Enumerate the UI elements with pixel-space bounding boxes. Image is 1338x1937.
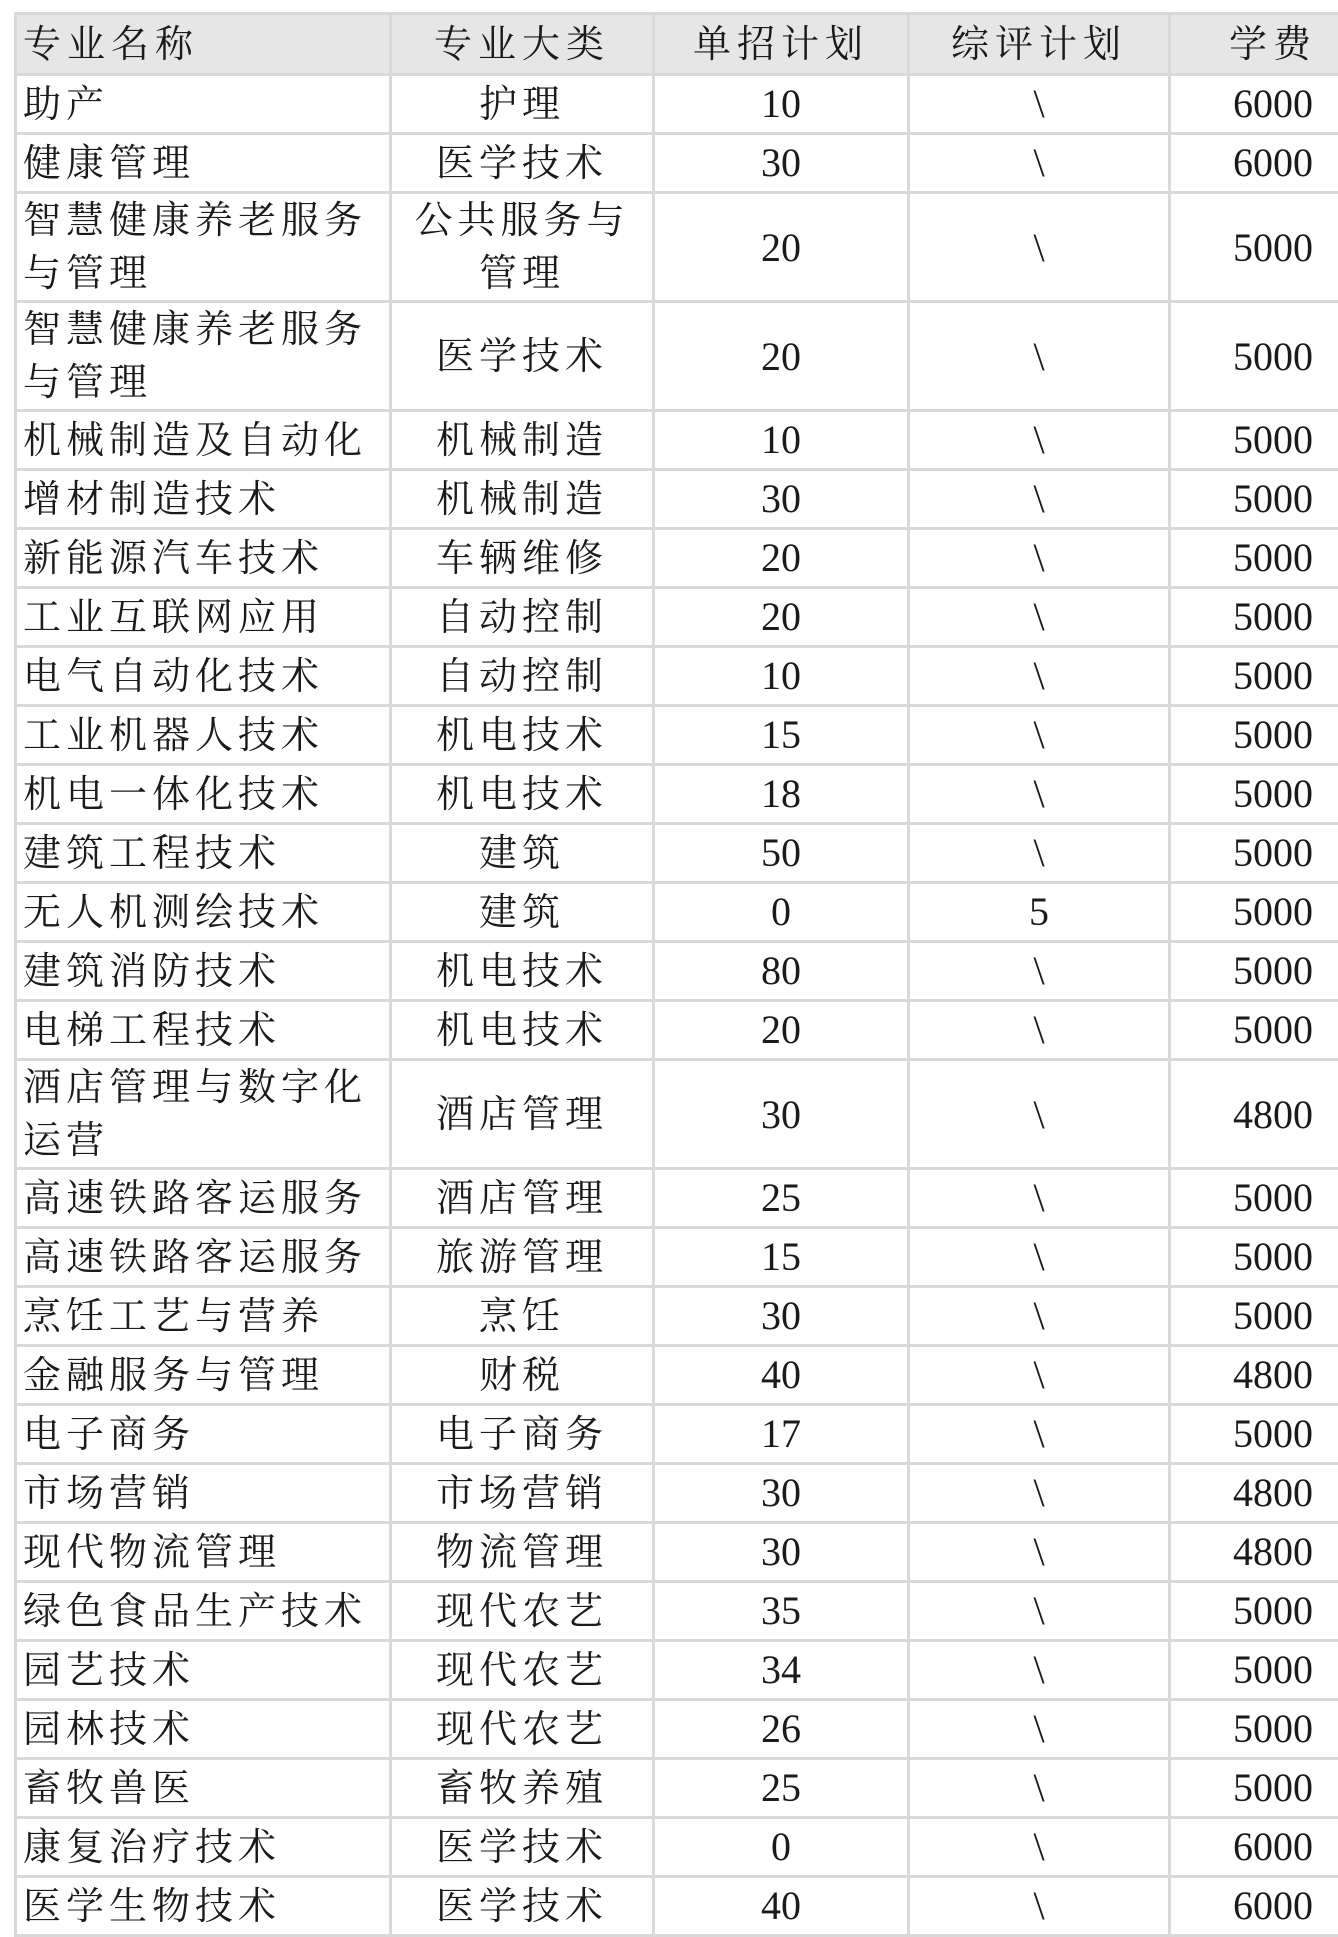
single-enrollment-cell: 30 (654, 1523, 909, 1582)
major-category-cell: 酒店管理 (391, 1169, 654, 1228)
table-row (16, 1060, 1338, 1169)
major-name-cell: 市场营销 (16, 1464, 391, 1523)
comprehensive-plan-cell: \ (909, 588, 1170, 647)
tuition-cell: 4800 (1170, 1346, 1338, 1405)
comprehensive-plan-cell: \ (909, 1700, 1170, 1759)
comprehensive-plan-cell: \ (909, 1523, 1170, 1582)
comprehensive-plan-cell: \ (909, 1287, 1170, 1346)
major-category-cell: 酒店管理 (391, 1060, 654, 1169)
table-row (16, 1228, 1338, 1287)
tuition-cell: 5000 (1170, 942, 1338, 1001)
major-category-cell: 建筑 (391, 824, 654, 883)
single-enrollment-cell: 20 (654, 529, 909, 588)
major-category-cell: 烹饪 (391, 1287, 654, 1346)
tuition-cell: 6000 (1170, 1877, 1338, 1936)
comprehensive-plan-cell: \ (909, 302, 1170, 411)
col-header-major-category: 专业大类 (391, 14, 654, 75)
major-category-cell: 医学技术 (391, 302, 654, 411)
major-name-cell: 智慧健康养老服务与管理 (16, 302, 391, 411)
tuition-cell: 5000 (1170, 470, 1338, 529)
major-category-cell: 现代农艺 (391, 1582, 654, 1641)
table-row (16, 1169, 1338, 1228)
comprehensive-plan-cell: \ (909, 1346, 1170, 1405)
comprehensive-plan-cell: \ (909, 1405, 1170, 1464)
tuition-cell: 5000 (1170, 647, 1338, 706)
tuition-cell: 5000 (1170, 765, 1338, 824)
major-category-cell: 物流管理 (391, 1523, 654, 1582)
comprehensive-plan-cell: \ (909, 470, 1170, 529)
single-enrollment-cell: 10 (654, 75, 909, 134)
single-enrollment-cell: 30 (654, 1060, 909, 1169)
table-row (16, 1001, 1338, 1060)
tuition-cell: 5000 (1170, 1001, 1338, 1060)
table-body (16, 75, 1338, 1936)
single-enrollment-cell: 25 (654, 1169, 909, 1228)
single-enrollment-cell: 30 (654, 470, 909, 529)
comprehensive-plan-cell: \ (909, 1641, 1170, 1700)
comprehensive-plan-cell: \ (909, 942, 1170, 1001)
single-enrollment-cell: 40 (654, 1877, 909, 1936)
major-name-cell: 增材制造技术 (16, 470, 391, 529)
major-category-cell: 畜牧养殖 (391, 1759, 654, 1818)
comprehensive-plan-cell: \ (909, 765, 1170, 824)
table-row (16, 883, 1338, 942)
table-row (16, 1346, 1338, 1405)
major-name-cell: 酒店管理与数字化运营 (16, 1060, 391, 1169)
table-row (16, 1287, 1338, 1346)
tuition-cell: 5000 (1170, 1287, 1338, 1346)
tuition-cell: 5000 (1170, 193, 1338, 302)
table-row (16, 706, 1338, 765)
tuition-cell: 6000 (1170, 134, 1338, 193)
col-header-tuition: 学费 (1170, 14, 1338, 75)
comprehensive-plan-cell: \ (909, 529, 1170, 588)
table-row (16, 765, 1338, 824)
single-enrollment-cell: 10 (654, 411, 909, 470)
single-enrollment-cell: 20 (654, 1001, 909, 1060)
major-category-cell: 电子商务 (391, 1405, 654, 1464)
major-category-cell: 医学技术 (391, 1818, 654, 1877)
major-name-cell: 电子商务 (16, 1405, 391, 1464)
major-category-cell: 现代农艺 (391, 1700, 654, 1759)
tuition-cell: 5000 (1170, 1641, 1338, 1700)
single-enrollment-cell: 34 (654, 1641, 909, 1700)
table-row (16, 470, 1338, 529)
table-row (16, 529, 1338, 588)
major-category-cell: 旅游管理 (391, 1228, 654, 1287)
single-enrollment-cell: 30 (654, 1464, 909, 1523)
major-category-cell: 财税 (391, 1346, 654, 1405)
major-name-cell: 绿色食品生产技术 (16, 1582, 391, 1641)
major-category-cell: 市场营销 (391, 1464, 654, 1523)
major-name-cell: 建筑消防技术 (16, 942, 391, 1001)
tuition-cell: 5000 (1170, 1700, 1338, 1759)
comprehensive-plan-cell: \ (909, 411, 1170, 470)
table-row (16, 1523, 1338, 1582)
major-name-cell: 医学生物技术 (16, 1877, 391, 1936)
major-name-cell: 机电一体化技术 (16, 765, 391, 824)
single-enrollment-cell: 0 (654, 883, 909, 942)
comprehensive-plan-cell: \ (909, 1228, 1170, 1287)
single-enrollment-cell: 20 (654, 588, 909, 647)
major-name-cell: 电梯工程技术 (16, 1001, 391, 1060)
col-header-major-name: 专业名称 (16, 14, 391, 75)
major-name-cell: 金融服务与管理 (16, 1346, 391, 1405)
table-row (16, 942, 1338, 1001)
tuition-cell: 5000 (1170, 411, 1338, 470)
single-enrollment-cell: 26 (654, 1700, 909, 1759)
comprehensive-plan-cell: \ (909, 706, 1170, 765)
table-row (16, 193, 1338, 302)
single-enrollment-cell: 20 (654, 302, 909, 411)
comprehensive-plan-cell: \ (909, 1759, 1170, 1818)
table-row (16, 1405, 1338, 1464)
tuition-cell: 4800 (1170, 1464, 1338, 1523)
header-row (16, 14, 1338, 75)
table-row (16, 1700, 1338, 1759)
major-category-cell: 机电技术 (391, 942, 654, 1001)
comprehensive-plan-cell: \ (909, 1060, 1170, 1169)
major-name-cell: 畜牧兽医 (16, 1759, 391, 1818)
comprehensive-plan-cell: \ (909, 1464, 1170, 1523)
tuition-cell: 5000 (1170, 1582, 1338, 1641)
comprehensive-plan-cell: \ (909, 824, 1170, 883)
major-category-cell: 公共服务与管理 (391, 193, 654, 302)
major-name-cell: 智慧健康养老服务与管理 (16, 193, 391, 302)
comprehensive-plan-cell: \ (909, 134, 1170, 193)
major-name-cell: 助产 (16, 75, 391, 134)
col-header-comprehensive-plan: 综评计划 (909, 14, 1170, 75)
major-name-cell: 建筑工程技术 (16, 824, 391, 883)
tuition-cell: 5000 (1170, 1405, 1338, 1464)
single-enrollment-cell: 17 (654, 1405, 909, 1464)
table-row (16, 302, 1338, 411)
table-row (16, 824, 1338, 883)
major-category-cell: 医学技术 (391, 134, 654, 193)
major-name-cell: 高速铁路客运服务 (16, 1228, 391, 1287)
tuition-cell: 5000 (1170, 706, 1338, 765)
single-enrollment-cell: 18 (654, 765, 909, 824)
col-header-single-enrollment-plan: 单招计划 (654, 14, 909, 75)
major-category-cell: 机械制造 (391, 411, 654, 470)
tuition-cell: 5000 (1170, 883, 1338, 942)
major-category-cell: 医学技术 (391, 1877, 654, 1936)
major-name-cell: 园艺技术 (16, 1641, 391, 1700)
tuition-cell: 6000 (1170, 75, 1338, 134)
major-name-cell: 高速铁路客运服务 (16, 1169, 391, 1228)
major-name-cell: 康复治疗技术 (16, 1818, 391, 1877)
table-header (16, 14, 1338, 75)
table-row (16, 1582, 1338, 1641)
table-row (16, 1818, 1338, 1877)
comprehensive-plan-cell: \ (909, 647, 1170, 706)
single-enrollment-cell: 35 (654, 1582, 909, 1641)
major-name-cell: 工业机器人技术 (16, 706, 391, 765)
tuition-cell: 5000 (1170, 1228, 1338, 1287)
comprehensive-plan-cell: \ (909, 1582, 1170, 1641)
table-row (16, 1464, 1338, 1523)
table-row (16, 411, 1338, 470)
tuition-cell: 5000 (1170, 302, 1338, 411)
tuition-cell: 5000 (1170, 588, 1338, 647)
single-enrollment-cell: 15 (654, 706, 909, 765)
tuition-cell: 5000 (1170, 1759, 1338, 1818)
table-row (16, 75, 1338, 134)
comprehensive-plan-cell: \ (909, 1001, 1170, 1060)
major-name-cell: 无人机测绘技术 (16, 883, 391, 942)
single-enrollment-cell: 10 (654, 647, 909, 706)
major-name-cell: 机械制造及自动化 (16, 411, 391, 470)
major-category-cell: 现代农艺 (391, 1641, 654, 1700)
single-enrollment-cell: 80 (654, 942, 909, 1001)
tuition-cell: 6000 (1170, 1818, 1338, 1877)
single-enrollment-cell: 40 (654, 1346, 909, 1405)
major-category-cell: 机电技术 (391, 706, 654, 765)
single-enrollment-cell: 30 (654, 134, 909, 193)
tuition-cell: 4800 (1170, 1523, 1338, 1582)
single-enrollment-cell: 0 (654, 1818, 909, 1877)
table-row (16, 1877, 1338, 1936)
major-name-cell: 电气自动化技术 (16, 647, 391, 706)
major-category-cell: 机电技术 (391, 1001, 654, 1060)
table-row (16, 1759, 1338, 1818)
comprehensive-plan-cell: 5 (909, 883, 1170, 942)
single-enrollment-cell: 20 (654, 193, 909, 302)
table-row (16, 588, 1338, 647)
comprehensive-plan-cell: \ (909, 75, 1170, 134)
major-category-cell: 机械制造 (391, 470, 654, 529)
major-name-cell: 现代物流管理 (16, 1523, 391, 1582)
major-category-cell: 护理 (391, 75, 654, 134)
single-enrollment-cell: 50 (654, 824, 909, 883)
major-name-cell: 烹饪工艺与营养 (16, 1287, 391, 1346)
major-category-cell: 车辆维修 (391, 529, 654, 588)
comprehensive-plan-cell: \ (909, 1818, 1170, 1877)
comprehensive-plan-cell: \ (909, 1169, 1170, 1228)
major-category-cell: 机电技术 (391, 765, 654, 824)
single-enrollment-cell: 30 (654, 1287, 909, 1346)
single-enrollment-cell: 25 (654, 1759, 909, 1818)
table-row (16, 1641, 1338, 1700)
table-row (16, 134, 1338, 193)
major-category-cell: 建筑 (391, 883, 654, 942)
comprehensive-plan-cell: \ (909, 1877, 1170, 1936)
comprehensive-plan-cell: \ (909, 193, 1170, 302)
major-name-cell: 新能源汽车技术 (16, 529, 391, 588)
tuition-cell: 5000 (1170, 1169, 1338, 1228)
major-category-cell: 自动控制 (391, 647, 654, 706)
table-row (16, 647, 1338, 706)
enrollment-plan-table (14, 12, 1338, 1937)
major-category-cell: 自动控制 (391, 588, 654, 647)
tuition-cell: 5000 (1170, 824, 1338, 883)
tuition-cell: 5000 (1170, 529, 1338, 588)
major-name-cell: 健康管理 (16, 134, 391, 193)
tuition-cell: 4800 (1170, 1060, 1338, 1169)
single-enrollment-cell: 15 (654, 1228, 909, 1287)
major-name-cell: 工业互联网应用 (16, 588, 391, 647)
major-name-cell: 园林技术 (16, 1700, 391, 1759)
